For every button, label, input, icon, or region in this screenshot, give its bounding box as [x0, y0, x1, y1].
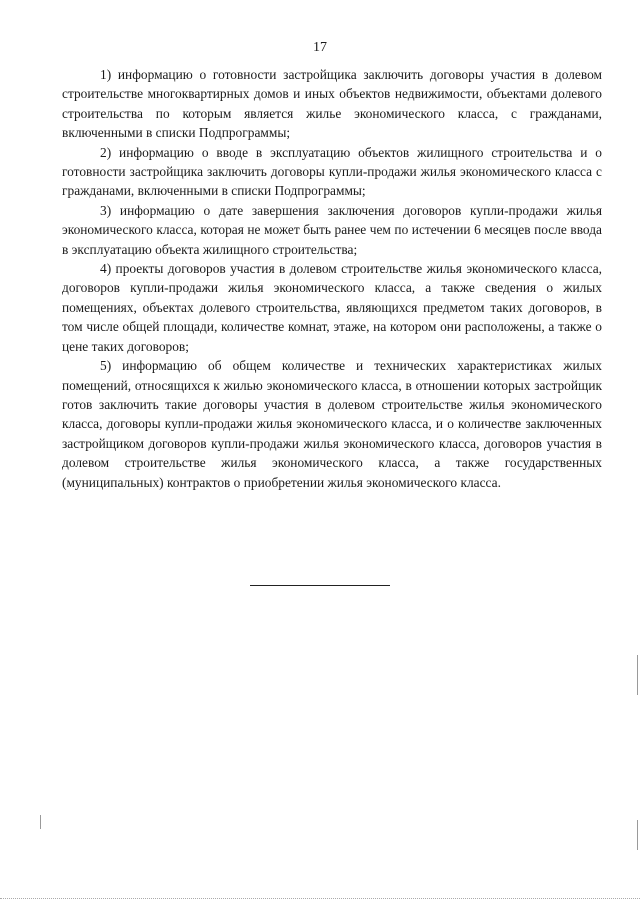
scan-artifact — [637, 820, 638, 850]
end-of-document-rule — [250, 585, 390, 586]
scan-artifact — [637, 655, 638, 695]
list-item-3: 3) информацию о дате завершения заключения договоров купли-продажи жилья экономического класса, которая не может быть ранее чем по истечении 6 месяцев после ввода в эксплуатацию объекта жилищного строительства; — [62, 202, 602, 257]
document-body — [62, 65, 602, 492]
scan-artifact — [0, 898, 640, 900]
list-item-5: 5) информацию об общем количестве и технических характеристиках жилых помещений, относящихся к жилью экономического класса, в отношении которых застройщик готов заключить такие договоры участия в долевом строительстве жилья экономического класса, договоры купли-продажи жилья экономического класса, и о количестве заключенных застройщиком договоров купли-продажи жилья экономического класса, договоров участия в долевом строительстве жилья экономического класса, а также государственных (муниципальных) контрактов о приобретении жилья экономического класса. — [62, 358, 602, 490]
list-item-2: 2) информацию о вводе в эксплуатацию объектов жилищного строительства и о готовности застройщика заключить договоры купли-продажи жилья экономического класса с гражданами, включенными в списки Подпрограммы; — [62, 144, 602, 199]
list-item-4: 4) проекты договоров участия в долевом строительстве жилья экономического класса, договоров купли-продажи жилья экономического класса, а также сведения о жилых помещениях, объектах долевого строительства, являющихся предметом таких договоров, в том числе общей площади, количестве комнат, этаже, на котором они расположены, а также о цене таких договоров; — [62, 261, 602, 354]
list-item-1: 1) информацию о готовности застройщика заключить договоры участия в долевом строительстве многоквартирных домов и иных объектов недвижимости, объектами долевого строительства по которым является жилье экономического класса, с гражданами, включенными в списки Подпрограммы; — [62, 67, 602, 141]
page-number: 17 — [313, 40, 327, 55]
scan-artifact — [40, 815, 41, 829]
